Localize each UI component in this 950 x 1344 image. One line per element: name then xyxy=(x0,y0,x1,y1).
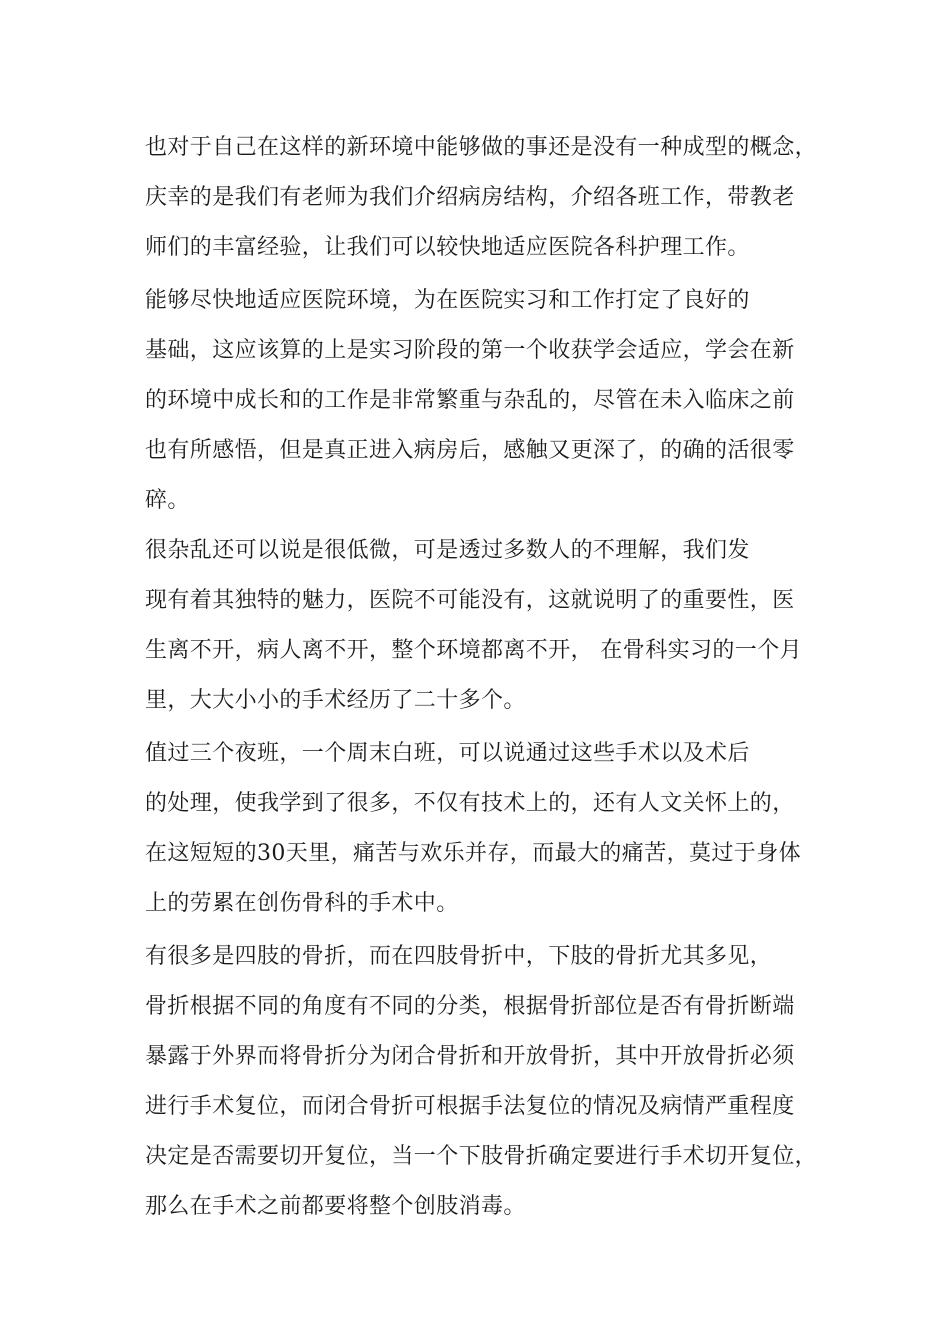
text-line: 进行手术复位，而闭合骨折可根据手法复位的情况及病情严重程度 xyxy=(145,1094,795,1119)
text-line: 现有着其独特的魅力，医院不可能没有，这就说明了的重要性，医 xyxy=(145,588,795,613)
text-line: 碎。 xyxy=(145,488,190,513)
text-line: 也对于自己在这样的新环境中能够做的事还是没有一种成型的概念， xyxy=(145,135,818,160)
text-line: 能够尽快地适应医院环境，为在医院实习和工作打定了良好的 xyxy=(145,288,750,313)
text-line: 那么在手术之前都要将整个创肢消毒。 xyxy=(145,1194,526,1219)
text-line: 暴露于外界而将骨折分为闭合骨折和开放骨折，其中开放骨折必须 xyxy=(145,1044,795,1069)
text-line: 的环境中成长和的工作是非常繁重与杂乱的，尽管在未入临床之前 xyxy=(145,388,795,413)
text-line: 的处理，使我学到了很多，不仅有技术上的，还有人文关怀上的， xyxy=(145,791,795,816)
text-line: 里，大大小小的手术经历了二十多个。 xyxy=(145,688,526,713)
text-line: 很杂乱还可以说是很低微，可是透过多数人的不理解，我们发 xyxy=(145,538,750,563)
text-line: 决定是否需要切开复位，当一个下肢骨折确定要进行手术切开复位， xyxy=(145,1144,818,1169)
text-line: 生离不开，病人离不开，整个环境都离不开， 在骨科实习的一个月 xyxy=(145,638,802,663)
text-line: 值过三个夜班，一个周末白班，可以说通过这些手术以及术后 xyxy=(145,741,750,766)
text-line: 师们的丰富经验，让我们可以较快地适应医院各科护理工作。 xyxy=(145,235,750,260)
text-line: 庆幸的是我们有老师为我们介绍病房结构，介绍各班工作，带教老 xyxy=(145,185,795,210)
text-line: 也有所感悟，但是真正进入病房后，感触又更深了，的确的活很零 xyxy=(145,438,795,463)
text-line: 上的劳累在创伤骨科的手术中。 xyxy=(145,891,459,916)
text-line: 在这短短的30天里，痛苦与欢乐并存，而最大的痛苦，莫过于身体 xyxy=(145,841,801,866)
text-line: 基础，这应该算的上是实习阶段的第一个收获学会适应，学会在新 xyxy=(145,338,795,363)
text-line: 有很多是四肢的骨折，而在四肢骨折中，下肢的骨折尤其多见， xyxy=(145,944,773,969)
text-line: 骨折根据不同的角度有不同的分类，根据骨折部位是否有骨折断端 xyxy=(145,994,795,1019)
